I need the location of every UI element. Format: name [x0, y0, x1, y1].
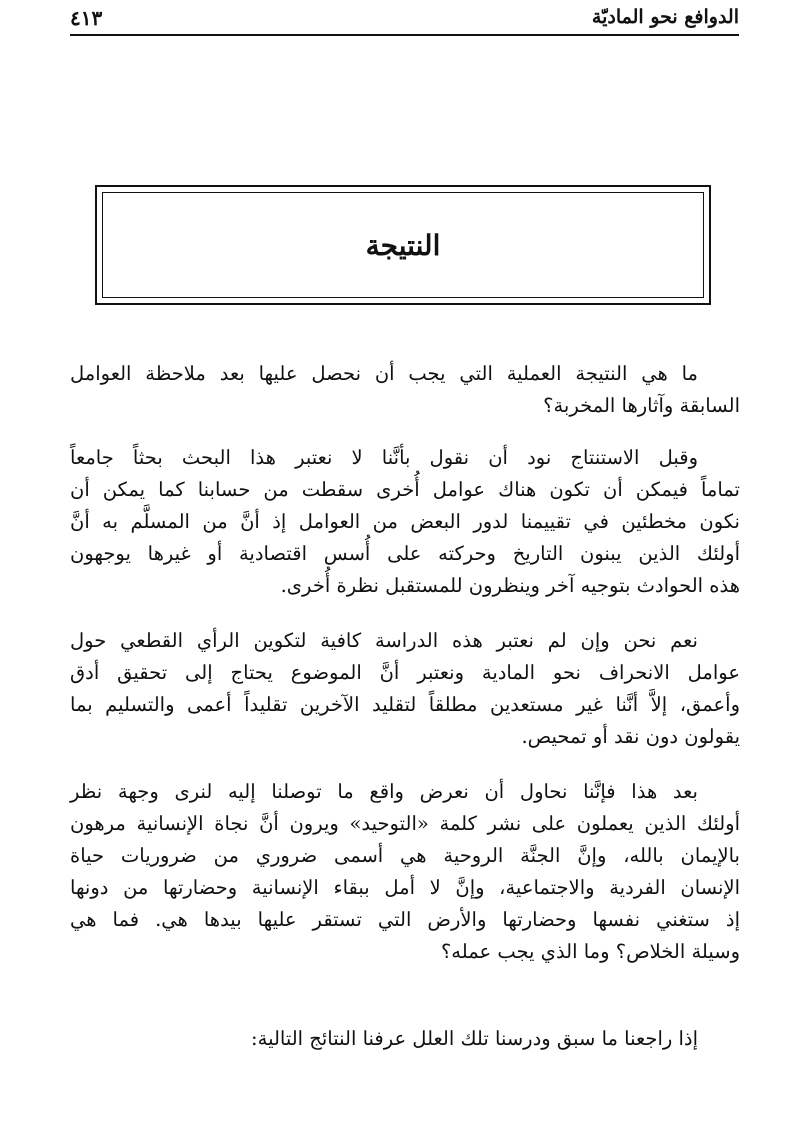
text-line: تماماً فيمكن أن تكون هناك عوامل أُخرى سقطت من حسابنا كما يمكن أن: [70, 478, 740, 501]
text-line: يقولون دون نقد أو تمحيص.: [521, 725, 740, 748]
text-line: أولئك الذين يبنون التاريخ وحركته على أُسس اقتصادية أو غيرها يوجهون: [70, 542, 740, 565]
section-title-frame: [95, 185, 711, 305]
section-title-inner-frame: [102, 192, 704, 298]
text-line: وسيلة الخلاص؟ وما الذي يجب عمله؟: [440, 940, 740, 963]
running-title: الدوافع نحو الماديّة: [591, 6, 739, 28]
running-header: [70, 6, 739, 36]
paragraph-5: [70, 1023, 740, 1055]
paragraph-4: [70, 776, 740, 968]
text-line: وقبل الاستنتاج نود أن نقول بأنَّنا لا نعتبر هذا البحث بحثاً جامعاً: [70, 446, 698, 469]
text-line: الإنسان الفردية والاجتماعية، وإنَّ لا أمل ببقاء الإنسانية وحضارتها من دونها: [70, 876, 740, 899]
text-line: نعم نحن وإن لم نعتبر هذه الدراسة كافية لتكوين الرأي القطعي حول: [70, 629, 698, 652]
text-line: بعد هذا فإنَّنا نحاول أن نعرض واقع ما توصلنا إليه لنرى وجهة نظر: [70, 780, 698, 803]
paragraph-2: [70, 442, 740, 602]
section-title: النتيجة: [365, 228, 441, 262]
text-line: ما هي النتيجة العملية التي يجب أن نحصل عليها بعد ملاحظة العوامل: [70, 362, 698, 385]
text-line: عوامل الانحراف نحو المادية ونعتبر أنَّ الموضوع يحتاج إلى تحقيق أدق: [70, 661, 740, 684]
text-line: إذا راجعنا ما سبق ودرسنا تلك العلل عرفنا النتائج التالية:: [251, 1027, 698, 1050]
text-line: نكون مخطئين في تقييمنا لدور البعض من العوامل إذ أنَّ من المسلَّم به أنَّ: [70, 510, 740, 533]
text-line: إذ ستغني نفسها وحضارتها والأرض التي تستقر عليها بيدها هي. فما هي: [70, 908, 740, 931]
text-line: هذه الحوادث بتوجيه آخر وينظرون للمستقبل نظرة أُخرى.: [280, 574, 740, 597]
paragraph-3: [70, 625, 740, 753]
text-line: وأعمق، إلاَّ أنَّنا غير مستعدين مطلقاً لتقليد الآخرين تقليداً أعمى والتسليم بما: [70, 693, 740, 716]
paragraph-1: [70, 358, 740, 422]
page-number: ٤١٣: [70, 6, 103, 30]
text-line: أولئك الذين يعملون على نشر كلمة «التوحيد» ويرون أنَّ نجاة الإنسانية مرهون: [70, 812, 740, 835]
text-line: بالإيمان بالله، وإنَّ الجنَّة الروحية هي أسمى ضروري من ضروريات حياة: [70, 844, 740, 867]
text-line: السابقة وآثارها المخربة؟: [543, 394, 740, 417]
